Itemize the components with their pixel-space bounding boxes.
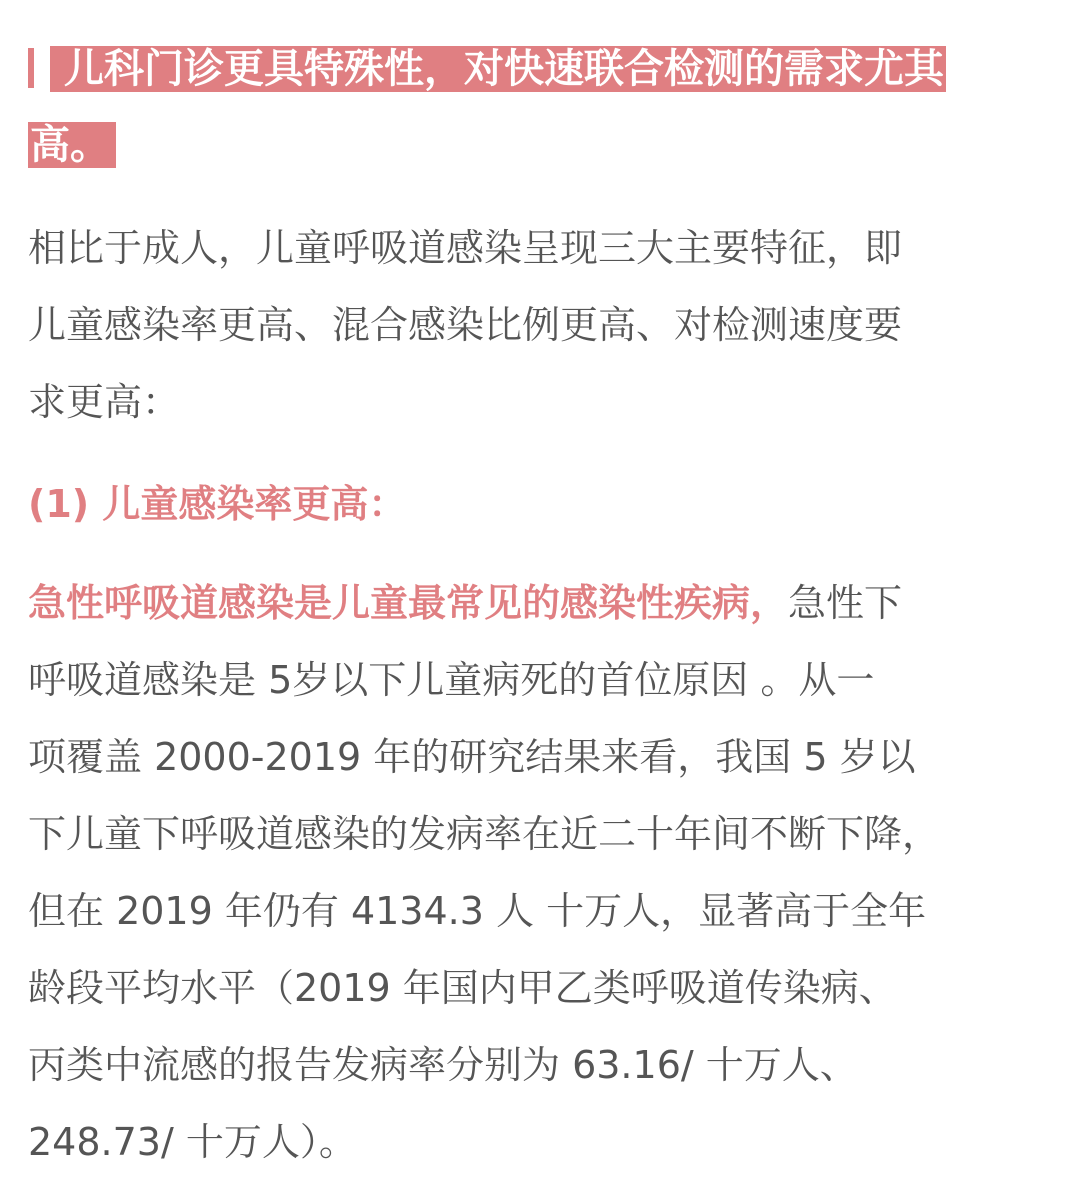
section-heading [28, 38, 1028, 176]
body-line-first-rest: 急性下 [788, 581, 903, 625]
intro-line: 求更高： [28, 380, 181, 424]
body-line: 248.73/ 十万人）。 [28, 1120, 357, 1164]
body-line-first [28, 565, 1038, 642]
body-line: 项覆盖 2000-2019 年的研究结果来看，我国 5 岁以 [28, 735, 916, 779]
body-line: 但在 2019 年仍有 4134.3 人 十万人，显著高于全年 [28, 889, 927, 933]
section-heading-line-1 [28, 38, 1028, 100]
body-line: 丙类中流感的报告发病率分别为 63.16/ 十万人、 [28, 1043, 858, 1087]
section-heading-line-2 [28, 114, 1028, 176]
heading-accent-bar [28, 48, 34, 88]
subheading-infection-rate: (1) 儿童感染率更高： [28, 482, 407, 526]
intro-line: 儿童感染率更高、混合感染比例更高、对检测速度要 [28, 303, 903, 347]
body-highlight-text: 急性呼吸道感染是儿童最常见的感染性疾病， [28, 581, 789, 625]
heading-text-line-1: 儿科门诊更具特殊性，对快速联合检测的需求尤其 [50, 46, 946, 92]
body-line: 呼吸道感染是 5岁以下儿童病死的首位原因 。从一 [28, 658, 875, 702]
intro-paragraph [28, 210, 1038, 441]
body-line: 下儿童下呼吸道感染的发病率在近二十年间不断下降， [28, 812, 941, 856]
heading-text-line-2: 高。 [28, 122, 116, 168]
body-paragraph [28, 565, 1038, 1181]
intro-line: 相比于成人，儿童呼吸道感染呈现三大主要特征，即 [28, 226, 903, 270]
body-line: 龄段平均水平（2019 年国内甲乙类呼吸道传染病、 [28, 966, 897, 1010]
